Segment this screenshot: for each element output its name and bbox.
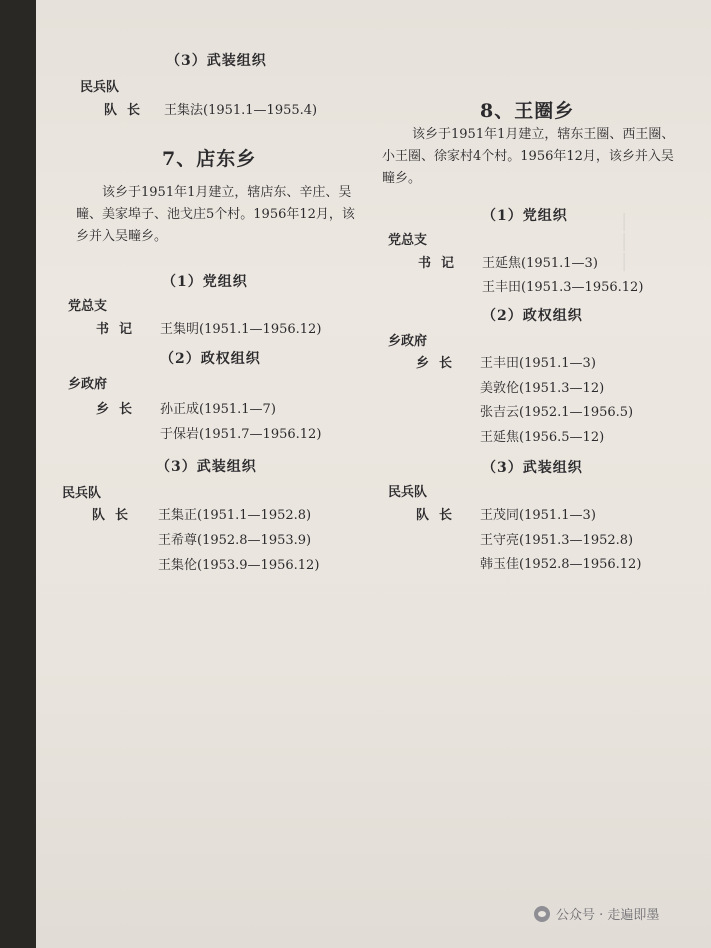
captain-role: 队长 (416, 508, 463, 523)
person-entry: 于保岩(1951.7—1956.12) (160, 427, 322, 442)
section-party-org: （1）党组织 (162, 274, 248, 290)
section-armed-org-top: （3）武装组织 (166, 53, 267, 69)
person-entry: 王延焦(1951.1—3) (482, 256, 598, 271)
township-head-role: 乡长 (416, 356, 463, 371)
person-entry: 王延焦(1956.5—12) (480, 430, 605, 445)
person-entry: 王集正(1951.1—1952.8) (158, 508, 312, 523)
militia-label: 民兵队 (80, 80, 120, 95)
militia-label: 民兵队 (62, 486, 102, 501)
township8-intro: 该乡于1951年1月建立，辖东王圈、西王圈、小王圈、徐家村4个村。1956年12月，该乡并入吴疃乡。 (382, 127, 675, 186)
secretary-role: 书记 (96, 322, 143, 337)
section-govt-org: （2）政权组织 (160, 351, 261, 367)
section-govt-org: （2）政权组织 (482, 308, 583, 324)
captain-role: 队长 (104, 103, 151, 118)
person-entry: 王集伦(1953.9—1956.12) (158, 558, 320, 573)
township-title-7: 7、店东乡 (162, 148, 257, 170)
person-entry: 孙正成(1951.1—7) (160, 402, 276, 417)
party-branch-label: 党总支 (68, 299, 108, 314)
person-entry: 王集明(1951.1—1956.12) (160, 322, 322, 337)
wechat-watermark (534, 904, 659, 923)
watermark-text: 公众号 · 走遍即墨 (556, 908, 660, 923)
person-entry: 美敦伦(1951.3—12) (480, 381, 605, 396)
secretary-role: 书记 (418, 256, 465, 271)
section-armed-org: （3）武装组织 (156, 459, 257, 475)
party-branch-label: 党总支 (388, 233, 428, 248)
section-armed-org: （3）武装组织 (482, 460, 583, 476)
person-entry: 韩玉佳(1952.8—1956.12) (480, 557, 642, 572)
person-entry: 王丰田(1951.3—1956.12) (482, 280, 644, 295)
person-entry: 王守亮(1951.3—1952.8) (480, 533, 634, 548)
township-head-role: 乡长 (96, 402, 143, 417)
person-entry: 王集法(1951.1—1955.4) (164, 103, 318, 118)
book-page: ——— （3）武装组织 民兵队 队长 王集法(1951.1—1955.4) 7、店东乡 该乡于1951年1月建立，辖店东、辛庄、吴疃、美家埠子、池戈庄5个村。1956年12月，该乡并入吴疃乡。 （1）党组织 党总支 书记 王集明(1951.1—1956.12) （2）政权组织 乡政府 乡长 孙正成(1951.1—7) 于保岩(1951.7—1956.12) （3）武装组织 民兵队 队长 王集正(1951.1—1952.8) 王希尊(1952.8—1953.9) 王集伦(1953.9—1956.12) 8、王圈乡 该乡于1951年1月建立，辖东王圈、西王圈、小王圈、徐家村4个村。1956年12月，该乡并入吴疃乡。 （1）党组织 党总支 书记 王延焦(1951.1—3) 王丰田(1951.3—1956.12) （2）政权组织 乡政府 乡长 王丰田(1951.1—3) 美敦伦(1951.3—12) 张吉云(1952.1—1956.5) 王延焦(1956.5—12) （3）武装组织 民兵队 队长 王茂同(1951.1—3) 王守亮(1951.3—1952.8) 韩玉佳(1952.8—1956.12) 公众号 · 走遍即墨 (36, 0, 711, 948)
captain-role: 队长 (92, 508, 139, 523)
militia-label: 民兵队 (388, 485, 428, 500)
township7-intro: 该乡于1951年1月建立，辖店东、辛庄、吴疃、美家埠子、池戈庄5个村。1956年12月，该乡并入吴疃乡。 (76, 185, 355, 244)
person-entry: 王茂同(1951.1—3) (480, 508, 596, 523)
section-party-org: （1）党组织 (482, 208, 568, 224)
township-title-8: 8、王圈乡 (480, 100, 575, 122)
township-govt-label: 乡政府 (68, 377, 108, 392)
person-entry: 王希尊(1952.8—1953.9) (158, 533, 312, 548)
wechat-icon (534, 906, 550, 922)
person-entry: 王丰田(1951.1—3) (480, 356, 596, 371)
person-entry: 张吉云(1952.1—1956.5) (480, 405, 634, 420)
township-govt-label: 乡政府 (388, 334, 428, 349)
